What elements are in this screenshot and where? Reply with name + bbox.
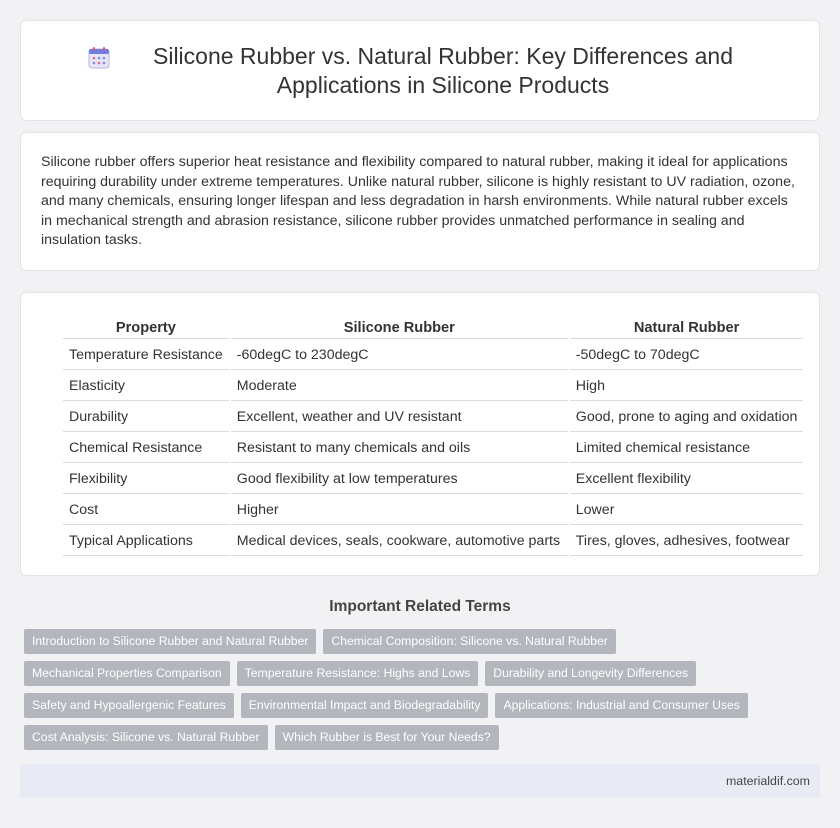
property-cell: Durability <box>63 403 229 432</box>
related-term-tag[interactable]: Durability and Longevity Differences <box>485 661 696 686</box>
silicone-cell: Excellent, weather and UV resistant <box>231 403 568 432</box>
title-card <box>20 20 820 121</box>
intro-paragraph: Silicone rubber offers superior heat resistance and flexibility compared to natural rubber, making it ideal for applications requiring durability under extreme temperatures. Unlike natural rubber, silicone is highly resistant to UV radiation, ozone, and many chemicals, ensuring longer lifespan and less degradation in harsh environments. While natural rubber excels in mechanical strength and abrasion resistance, silicone rubber provides unmatched performance in sealing and insulation tasks. <box>41 154 795 249</box>
natural-cell: High <box>570 372 804 401</box>
silicone-cell: Higher <box>231 496 568 525</box>
natural-cell: Tires, gloves, adhesives, footwear <box>570 527 804 556</box>
comparison-table <box>61 315 805 558</box>
table-row <box>63 434 803 463</box>
related-term-tag[interactable]: Mechanical Properties Comparison <box>24 661 230 686</box>
property-cell: Chemical Resistance <box>63 434 229 463</box>
property-cell: Typical Applications <box>63 527 229 556</box>
related-term-tag[interactable]: Cost Analysis: Silicone vs. Natural Rubber <box>24 725 268 750</box>
page-title: Silicone Rubber vs. Natural Rubber: Key Differences and Applications in Silicone Products <box>153 42 733 98</box>
table-row <box>63 527 803 556</box>
silicone-cell: Moderate <box>231 372 568 401</box>
intro-card <box>20 132 820 271</box>
related-term-tag[interactable]: Safety and Hypoallergenic Features <box>24 693 234 718</box>
related-terms-heading: Important Related Terms <box>329 598 511 615</box>
property-cell: Cost <box>63 496 229 525</box>
table-row <box>63 341 803 370</box>
silicone-cell: Good flexibility at low temperatures <box>231 465 568 494</box>
table-header-row <box>63 317 803 339</box>
natural-cell: Good, prone to aging and oxidation <box>570 403 804 432</box>
footer-site-name: materialdif.com <box>725 774 810 788</box>
related-term-tag[interactable]: Environmental Impact and Biodegradability <box>241 693 489 718</box>
footer <box>20 764 820 798</box>
related-term-tag[interactable]: Introduction to Silicone Rubber and Natural Rubber <box>24 629 316 654</box>
silicone-cell: Resistant to many chemicals and oils <box>231 434 568 463</box>
natural-cell: Lower <box>570 496 804 525</box>
natural-cell: -50degC to 70degC <box>570 341 804 370</box>
related-term-tag[interactable]: Temperature Resistance: Highs and Lows <box>237 661 479 686</box>
related-term-tag[interactable]: Which Rubber is Best for Your Needs? <box>275 725 499 750</box>
related-term-tag[interactable]: Applications: Industrial and Consumer Uses <box>495 693 747 718</box>
silicone-cell: -60degC to 230degC <box>231 341 568 370</box>
related-term-tag[interactable]: Chemical Composition: Silicone vs. Natural Rubber <box>323 629 615 654</box>
table-row <box>63 465 803 494</box>
property-cell: Flexibility <box>63 465 229 494</box>
table-row <box>63 372 803 401</box>
natural-cell: Limited chemical resistance <box>570 434 804 463</box>
column-header-silicone: Silicone Rubber <box>231 317 568 339</box>
column-header-natural: Natural Rubber <box>570 317 804 339</box>
calendar-grid-icon <box>87 46 111 70</box>
related-terms-list <box>24 629 824 757</box>
natural-cell: Excellent flexibility <box>570 465 804 494</box>
property-cell: Elasticity <box>63 372 229 401</box>
table-row <box>63 403 803 432</box>
comparison-table-card <box>20 292 820 576</box>
property-cell: Temperature Resistance <box>63 341 229 370</box>
column-header-property: Property <box>63 317 229 339</box>
table-row <box>63 496 803 525</box>
silicone-cell: Medical devices, seals, cookware, automotive parts <box>231 527 568 556</box>
